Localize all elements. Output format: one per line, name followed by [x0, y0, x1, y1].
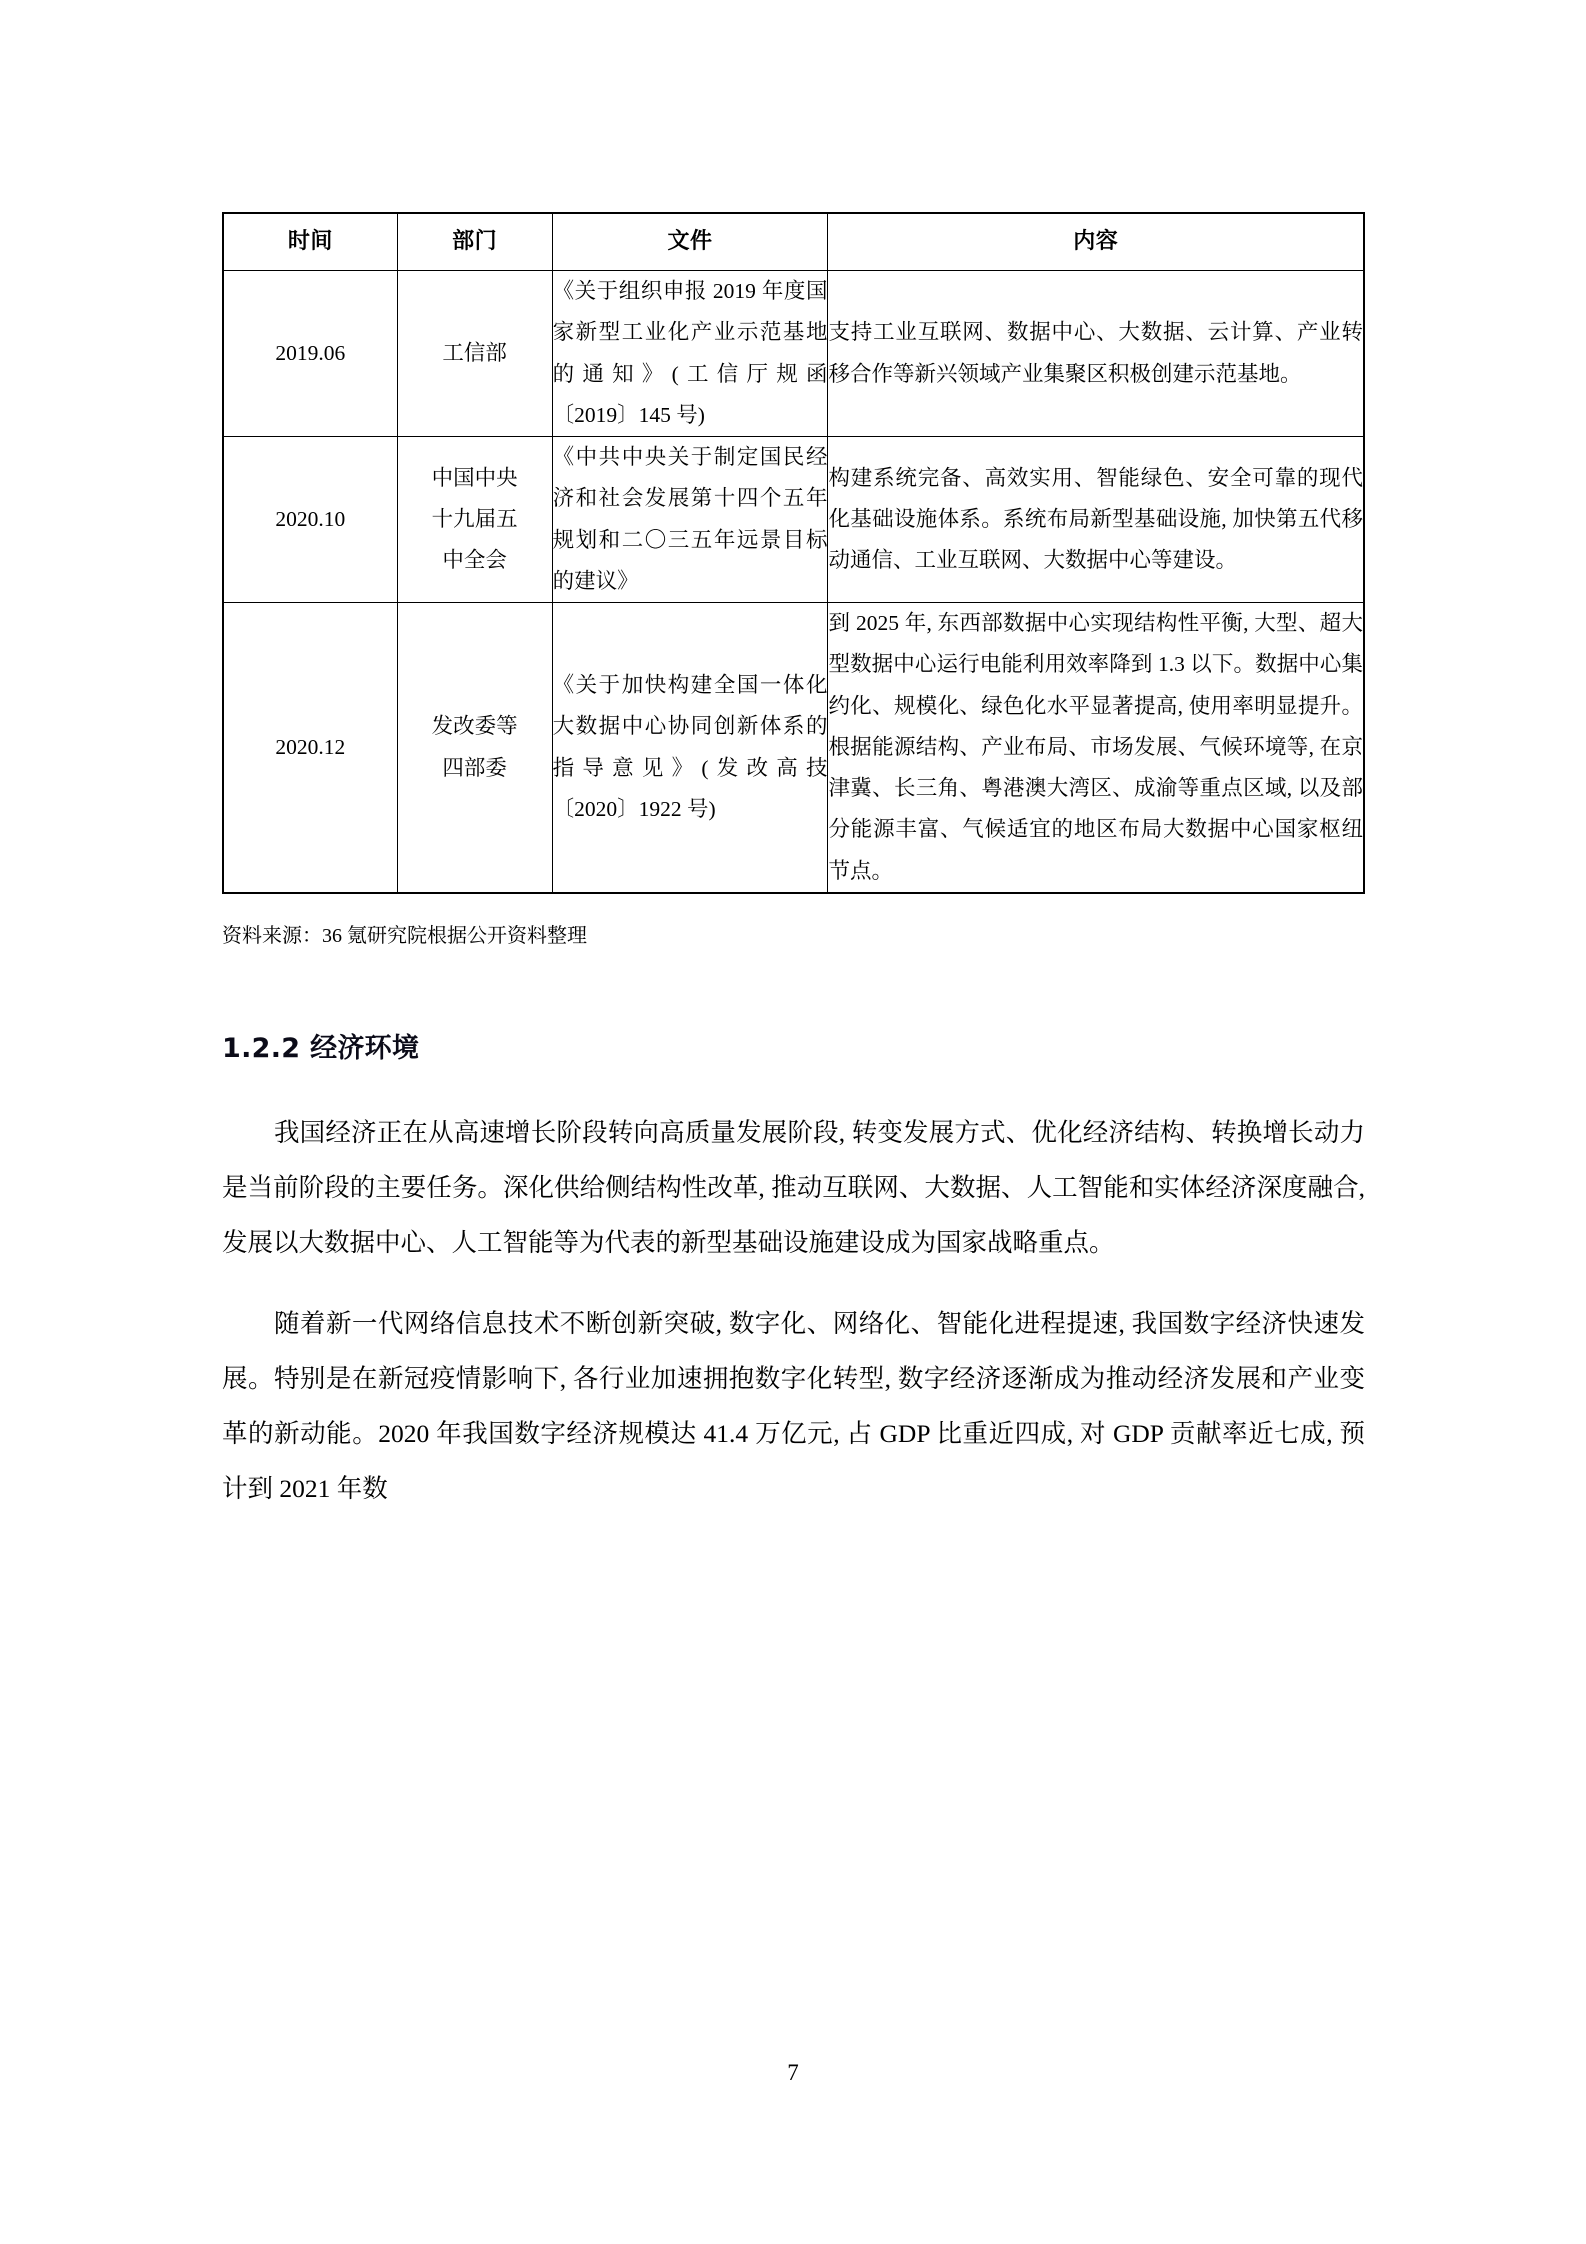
cell-time: 2020.12 [223, 603, 397, 893]
column-header-file: 文件 [552, 213, 828, 271]
cell-department [397, 437, 552, 603]
policy-table [222, 212, 1365, 894]
department-line: 发改委等 [431, 714, 518, 739]
cell-content: 到 2025 年, 东西部数据中心实现结构性平衡, 大型、超大型数据中心运行电能利用效率降到 1.3 以下。数据中心集约化、规模化、绿色化水平显著提高, 使用率明显提升。根据能源结构、产业布局、市场发展、气候环境等, 在京津冀、长三角、粤港澳大湾区、成渝等重点区域, 以及部分能源丰富、气候适宜的地区布局大数据中心国家枢纽节点。 [828, 603, 1364, 893]
column-header-department: 部门 [397, 213, 552, 271]
page-number: 7 [787, 2060, 799, 2085]
table-header [223, 213, 1364, 271]
cell-content: 构建系统完备、高效实用、智能绿色、安全可靠的现代化基础设施体系。系统布局新型基础设施, 加快第五代移动通信、工业互联网、大数据中心等建设。 [828, 437, 1364, 603]
cell-file: 《关于组织申报 2019 年度国家新型工业化产业示范基地的通知》(工信厅规函〔2019〕145 号) [552, 271, 828, 437]
table-body [223, 271, 1364, 893]
cell-file: 《关于加快构建全国一体化大数据中心协同创新体系的指导意见》(发改高技〔2020〕1922 号) [552, 603, 828, 893]
table-row [223, 437, 1364, 603]
body-paragraph: 随着新一代网络信息技术不断创新突破, 数字化、网络化、智能化进程提速, 我国数字经济快速发展。特别是在新冠疫情影响下, 各行业加速拥抱数字化转型, 数字经济逐渐成为推动经济发展和产业变革的新动能。2020 年我国数字经济规模达 41.4 万亿元, 占 GDP 比重近四成, 对 GDP 贡献率近七成, 预计到 2021 年数 [222, 1308, 1365, 1503]
table-source-note: 资料来源：36 氪研究院根据公开资料整理 [222, 924, 587, 947]
cell-time: 2020.10 [223, 437, 397, 603]
cell-time: 2019.06 [223, 271, 397, 437]
department-line: 中国中央 [431, 465, 518, 490]
cell-content: 支持工业互联网、数据中心、大数据、云计算、产业转移合作等新兴领域产业集聚区积极创建示范基地。 [828, 271, 1364, 437]
department-line: 四部委 [442, 755, 507, 780]
body-paragraph: 我国经济正在从高速增长阶段转向高质量发展阶段, 转变发展方式、优化经济结构、转换增长动力是当前阶段的主要任务。深化供给侧结构性改革, 推动互联网、大数据、人工智能和实体经济深度融合, 发展以大数据中心、人工智能等为代表的新型基础设施建设成为国家战略重点。 [222, 1117, 1365, 1258]
page-content [222, 212, 1365, 1542]
cell-department [397, 271, 552, 437]
cell-department [397, 603, 552, 893]
table-row [223, 603, 1364, 893]
column-header-content: 内容 [828, 213, 1364, 271]
department-line: 工信部 [442, 340, 507, 365]
cell-file: 《中共中央关于制定国民经济和社会发展第十四个五年规划和二〇三五年远景目标的建议》 [552, 437, 828, 603]
department-line: 十九届五 [431, 506, 518, 531]
column-header-time: 时间 [223, 213, 397, 271]
department-line: 中全会 [442, 548, 507, 573]
table-row [223, 271, 1364, 437]
section-heading: 1.2.2 经济环境 [222, 1032, 420, 1064]
table-header-row [223, 213, 1364, 271]
